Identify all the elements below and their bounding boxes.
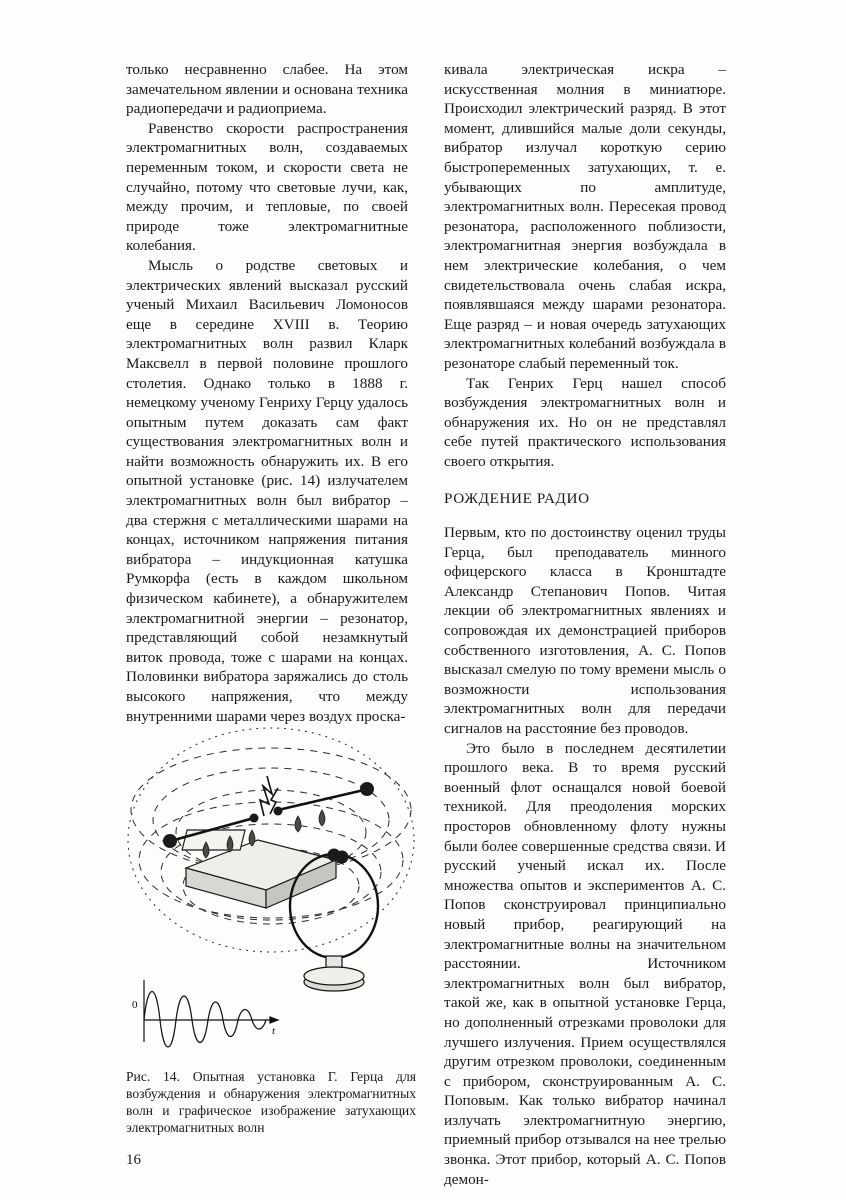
paragraph: Мысль о родстве световых и электрических явлений высказал русский ученый Михаил Васильевич Ломоносов еще в середине XVIII в. Теорию электромагнитных волн развил Кларк Максвелл в первой половине прошлого столетия. Однако только в 1888 г. немецкому ученому Генриху Герцу удалось опытным путем доказать сам факт существования электромагнитных волн и найти возможность обнаружить их. В его опытной установке (рис. 14) излучателем электромагнитных волн был вибратор – два стержня с металлическими шарами на концах, источником напряжения питания вибратора – индукционная катушка Румкорфа (есть в каждом школьном физическом кабинете), а обнаружителем электромагнитной энергии – резонатор, представляющий собой незамкнутый виток провода, тоже с шарами на концах. Половинки вибратора заряжались до столь высокого напряжения, что между внутренними шарами через воздух проска-: [126, 256, 408, 725]
paragraph: только несравненно слабее. На этом замечательном явлении и основана техника радиопередачи и радиоприема.: [126, 61, 408, 118]
paragraph: кивала электрическая искра – искусственная молния в миниатюре. Происходил электрический разряд. В этот момент, длившийся малые доли секунды, вибратор излучал короткую серию быстропеременных затухающих, т. е. убывающих по амплитуде, электромагнитных волн. Пересекая провод резонатора, расположенного поблизости, электромагнитная энергия возбуждала в нем электрические колебания, о чем свидетельствовала очень слабая искра, появлявшаяся между шарами резонатора. Еще разряд – и новая очередь затухающих электромагнитных колебаний возбуждала в резонаторе слабый переменный ток.: [444, 61, 726, 372]
figure-illustration: [126, 690, 416, 1070]
right-column: [444, 60, 726, 1189]
paragraph: Это было в последнем десятилетии прошлого века. В то время русский военный флот оснащался новой боевой техникой. Для преодоления морских просторов обновленному флоту нужны были более совершенные средства связи. И русский ученый искал их. После множества опытов и экспериментов А. С. Попов сконструировал принципиально новый прибор, реагирующий на электромагнитные волны на значительном расстоянии. Источником электромагнитных волн был вибратор, такой же, как в опытной установке Герца, но дополненный отрезками проволоки для лучшего излучения. Прием осуществлялся другим отрезком проволоки, соединенным с прибором, сконструированным А. С. Поповым. Как только вибратор начинал излучать электромагнитную энергию, приемный прибор отзывался на нее трелью звонка. Этот прибор, который А. С. Попов демон-: [444, 739, 726, 1188]
paragraph: Так Генрих Герц нашел способ возбуждения электромагнитных волн и обнаружения их. Но он не представлял себе путей практического использования своего открытия.: [444, 374, 726, 470]
section-heading: РОЖДЕНИЕ РАДИО: [444, 490, 590, 508]
graph-axis-label-origin: 0: [132, 999, 138, 1011]
figure-caption: Рис. 14. Опытная установка Г. Герца для возбуждения и обнаружения электромагнитных волн и графическое изображение затухающих электромагнитных волн: [126, 1069, 416, 1135]
graph-axis-label-time: t: [272, 1025, 276, 1037]
paragraph: Первым, кто по достоинству оценил труды Герца, был преподаватель минного офицерского класса в Кронштадте Александр Степанович Попов. Читая лекции об электромагнитных явлениях и сопровождая их демонстрацией приборов собственного изготовления, А. С. Попов высказал смелую по тому времени мысль о возможности использования электромагнитных волн для передачи сигналов на расстояние без проводов.: [444, 524, 726, 737]
page-number: 16: [126, 1152, 141, 1168]
paragraph: Равенство скорости распространения электромагнитных волн, создаваемых переменным током, и скорости света не случайно, потому что световые лучи, как, между прочим, и тепловые, по своей природе тоже электромагнитные колебания.: [126, 119, 408, 255]
